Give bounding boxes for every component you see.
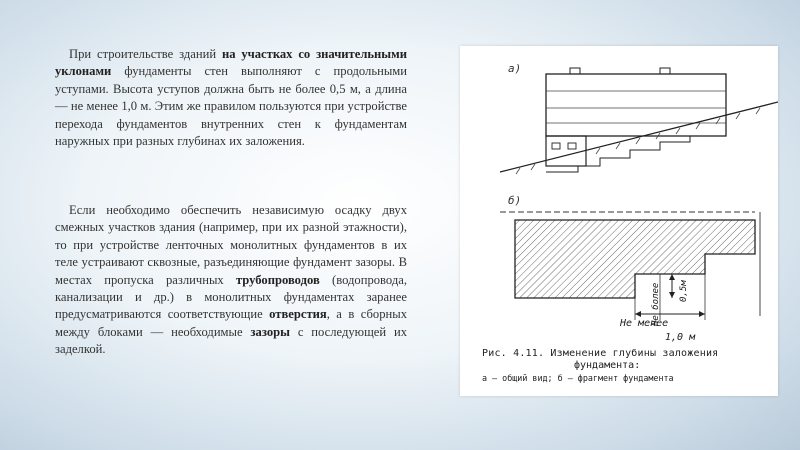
roof-vent-left	[570, 68, 580, 74]
para2-emphasis-gaps: зазоры	[250, 324, 290, 339]
figure-card	[460, 46, 778, 396]
building-body	[546, 74, 726, 136]
para2-text-3: , а в сборных между блоками — необходимые	[55, 307, 407, 339]
foundation-diagram	[460, 46, 778, 396]
para2-emphasis-pipelines: трубопроводов	[235, 272, 320, 287]
label-b: б)	[508, 194, 522, 207]
caption-title: Рис. 4.11. Изменение глубины заложения	[482, 348, 719, 359]
foundation-hatched	[515, 220, 755, 298]
basement	[546, 136, 586, 166]
para1-text-2: фундаменты стен выполняют с продольными уступами. Высота уступов должна быть не более 0,5 м, а длина — не менее 1,0 м. Этим же правилом пользуются при устройстве перехода фундаментов внутренних стен к фундаментам наружных при разных глубинах их заложения.	[55, 64, 407, 149]
text-paragraph-settlement	[55, 202, 407, 359]
para2-text-4: с последующей их заделкой.	[55, 324, 408, 357]
figure-b-foundation	[500, 194, 760, 343]
caption-legend: а — общий вид; б — фрагмент фундамента	[482, 373, 674, 383]
para2-text-1: Если необходимо обеспечить независимую осадку двух смежных участков здания (например, при их разной этажности), то при устройстве ленточных монолитных фундаментов в их теле устраивают сквозные, разъединяющие фундамент зазоры. В местах пропуска различных	[55, 203, 407, 287]
para1-text-1: При строительстве зданий	[69, 47, 222, 61]
para2-emphasis-openings: отверстия	[269, 307, 327, 322]
caption-title-continued: фундамента:	[574, 360, 641, 371]
figure-caption	[482, 348, 774, 384]
length-value: 1,0 м	[665, 332, 696, 343]
roof-vent-right	[660, 68, 670, 74]
height-label: Не более	[651, 282, 661, 326]
text-paragraph-slopes	[55, 46, 407, 150]
length-label: Не менее	[620, 318, 669, 329]
height-value: 0,5м	[679, 280, 689, 302]
figure-a-building	[500, 62, 778, 174]
label-a: а)	[508, 62, 522, 75]
ground-slope	[500, 102, 778, 172]
para2-text-2: (водопровода, канализации и др.) в монолитных фундаментах заранее предусматриваются соответствующие	[55, 272, 407, 322]
para1-emphasis-slopes: на участках со значительными уклонами	[55, 47, 407, 79]
